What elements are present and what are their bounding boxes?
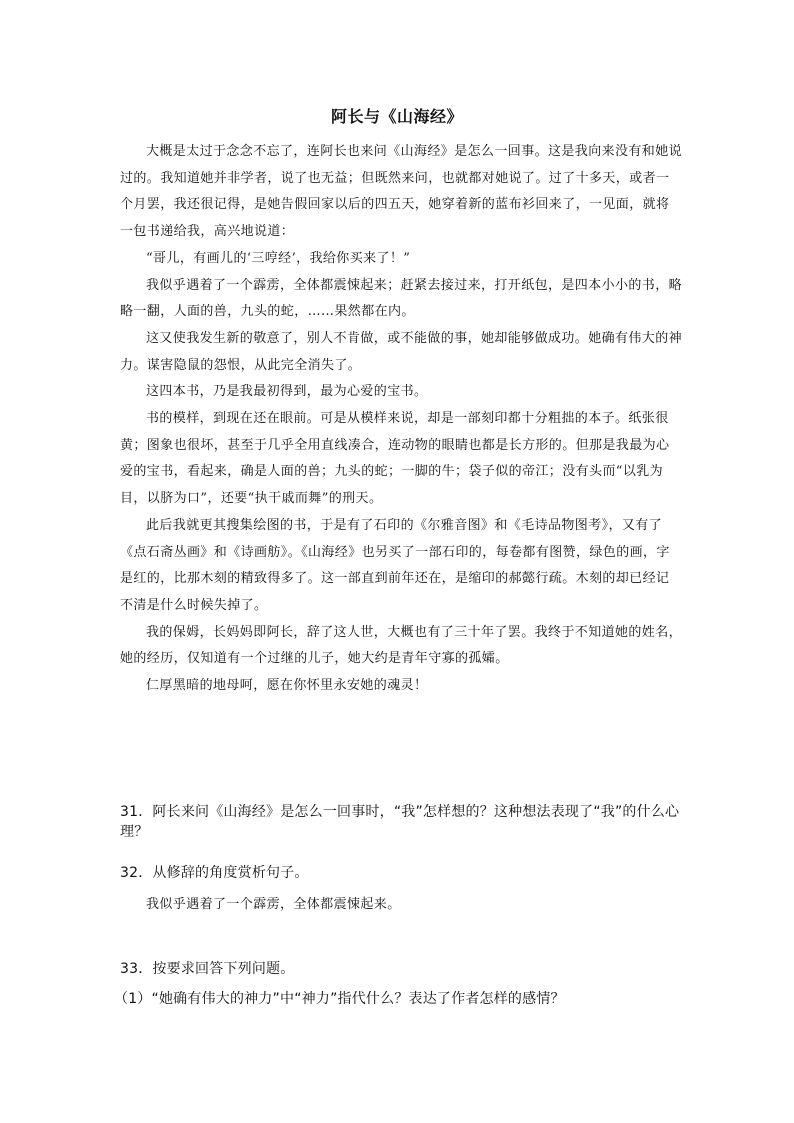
question-33-part-1: （1）“她确有伟大的神力”中“神力”指代什么？表达了作者怎样的感情？ xyxy=(114,991,565,1007)
passage-paragraph-9: 仁厚黑暗的地母呵，愿在你怀里永安她的魂灵！ xyxy=(146,678,428,694)
question-32-quote: 我似乎遇着了一个霹雳，全体都震悚起来。 xyxy=(146,897,401,912)
passage-paragraph-8: 我的保姆，长妈妈即阿长，辞了这人世，大概也有了三十年了罢。我终于不知道她的姓名，她的经历，仅知道有一个过继的儿子，她大约是青年守寡的孤孀。 xyxy=(120,624,683,667)
passage-paragraph-5: 这四本书，乃是我最初得到，最为心爱的宝书。 xyxy=(146,384,428,400)
passage-paragraph-7: 此后我就更其搜集绘图的书，于是有了石印的《尔雅音图》和《毛诗品物图考》，又有了《点石斋丛画》和《诗画舫》。《山海经》也另买了一部石印的，每卷都有图赞，绿色的画，字是红的，比那木刻的精致得多了。这一部直到前年还在，是缩印的郝懿行疏。木刻的却已经记不清是什么时候失掉了。 xyxy=(120,517,670,613)
passage-paragraph-6: 书的模样，到现在还在眼前。可是从模样来说，却是一部刻印都十分粗拙的本子。纸张很黄；图象也很坏，甚至于几乎全用直线凑合，连动物的眼睛也都是长方形的。但那是我最为心爱的宝书，看起来，确是人面的兽；九头的蛇；一脚的牛；袋子似的帝江；没有头而“以乳为目，以脐为口”，还要“执干戚而舞”的刑天。 xyxy=(120,411,670,507)
reading-passage xyxy=(120,139,682,700)
passage-paragraph-4: 这又使我发生新的敬意了，别人不肯做，或不能做的事，她却能够做成功。她确有伟大的神力。谋害隐鼠的怨恨，从此完全消失了。 xyxy=(120,330,683,373)
question-31: 31．阿长来问《山海经》是怎么一回事时，“我”怎样想的？这种想法表现了“我”的什么心理？ xyxy=(120,804,680,840)
passage-paragraph-1: 大概是太过于念念不忘了，连阿长也来问《山海经》是怎么一回事。这是我向来没有和她说过的。我知道她并非学者，说了也无益；但既然来问，也就都对她说了。过了十多天，或者一个月罢，我还很记得，是她告假回家以后的四五天，她穿着新的蓝布衫回来了，一见面，就将一包书递给我，高兴地说道： xyxy=(120,144,683,240)
question-33: 33．按要求回答下列问题。 xyxy=(120,961,295,977)
passage-paragraph-2: “哥儿，有画儿的‘三哼经’，我给你买来了！” xyxy=(146,250,411,266)
document-title: 阿长与《山海经》 xyxy=(330,107,463,126)
question-32: 32．从修辞的角度赏析句子。 xyxy=(120,865,309,881)
passage-paragraph-3: 我似乎遇着了一个霹雳，全体都震悚起来；赶紧去接过来，打开纸包，是四本小小的书，略略一翻，人面的兽，九头的蛇，……果然都在内。 xyxy=(120,277,683,320)
